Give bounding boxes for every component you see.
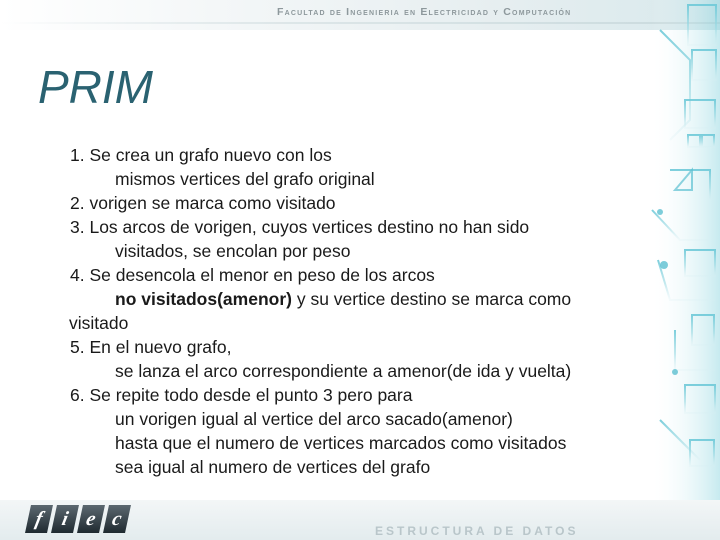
step-6-cont-3: sea igual al numero de vertices del grafo [115, 457, 431, 477]
step-3-cont: visitados, se encolan por peso [115, 241, 351, 261]
logo-letter: e [77, 505, 105, 533]
step-4: 4. Se desencola el menor en peso de los arcos [70, 265, 435, 285]
step-4-wrap [69, 311, 670, 335]
step-1: 1. Se crea un grafo nuevo con los [70, 145, 332, 165]
slide-body [70, 143, 670, 479]
step-4-bold: no visitados(amenor) [115, 289, 292, 309]
step-6-cont-2: hasta que el numero de vertices marcados como visitados [115, 433, 567, 453]
step-5: 5. En el nuevo grafo, [70, 337, 232, 357]
header-divider [0, 22, 720, 24]
step-6-cont-1: un vorigen igual al vertice del arco sacado(amenor) [115, 409, 513, 429]
step-4-wrap-text: visitado [69, 313, 129, 333]
course-caption: ESTRUCTURA DE DATOS [375, 524, 579, 538]
logo-letter: f [25, 505, 53, 533]
step-5-cont: se lanza el arco correspondiente a amenor(de ida y vuelta) [115, 361, 572, 381]
step-4-cont [70, 287, 670, 311]
faculty-header: Facultad de Ingenieria en Electricidad y Computación [277, 6, 572, 18]
step-2: 2. vorigen se marca como visitado [70, 193, 336, 213]
step-3: 3. Los arcos de vorigen, cuyos vertices destino no han sido [70, 217, 530, 237]
slide-title: PRIM [38, 61, 153, 113]
step-6: 6. Se repite todo desde el punto 3 pero para [70, 385, 413, 405]
logo-letter: i [51, 505, 79, 533]
step-4-rest: y su vertice destino se marca como [291, 289, 572, 309]
step-1-cont: mismos vertices del grafo original [115, 169, 375, 189]
fiec-logo [28, 505, 128, 533]
logo-letter: c [103, 505, 131, 533]
